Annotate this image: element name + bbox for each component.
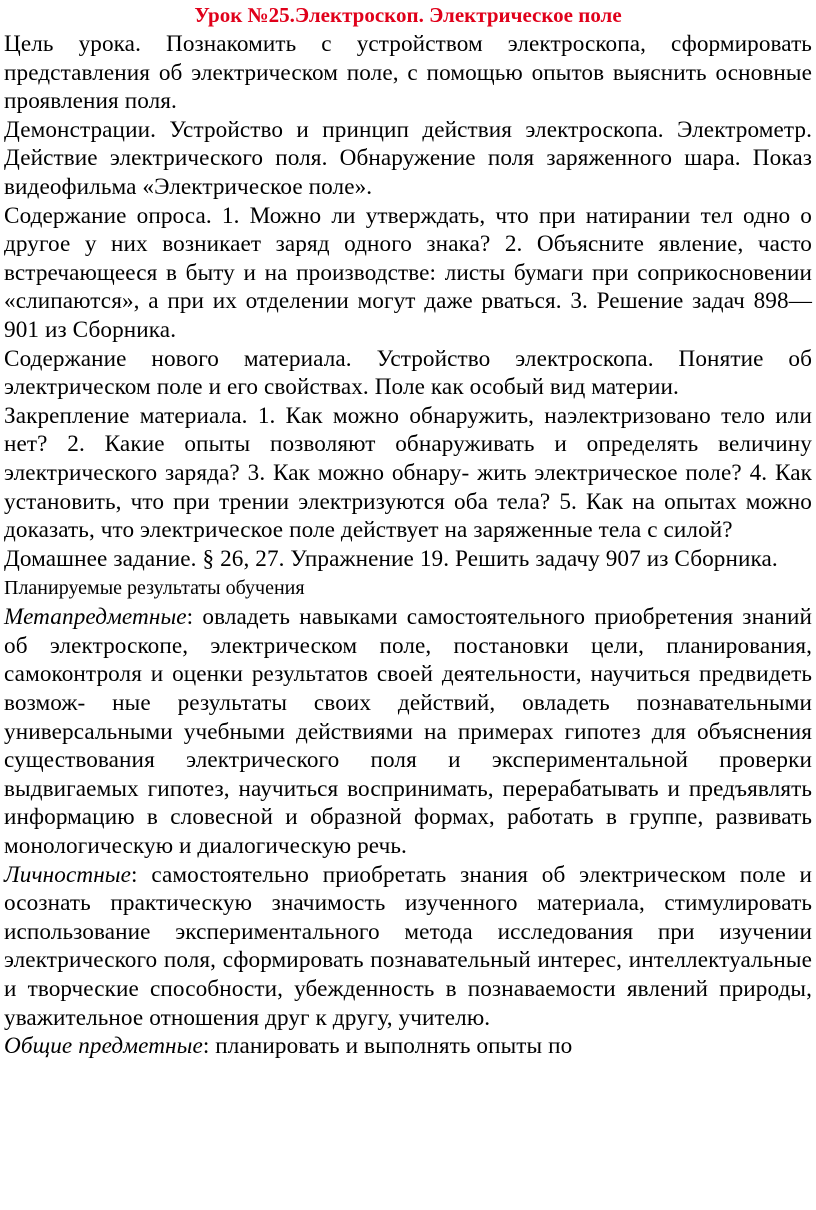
survey-text: 1. Можно ли утверждать, что при натирании тел одно о другое у них возникает заряд одного знака? 2. Объясните явление, часто встречающееся в быту и на производстве: листы бумаги при соприкосновении «слипаются», а при их отделении могут даже рваться. 3. Решение задач 898—901 из Сборника. [4, 202, 812, 343]
lesson-goal-text: Познакомить с устройством электроскопа, сформировать представления об электрическом поле, с помощью опытов выяснить основные проявления поля. [4, 31, 812, 115]
subject-results-paragraph [4, 1032, 812, 1061]
lesson-goal-paragraph [4, 30, 812, 116]
subject-label: Общие предметные [4, 1033, 203, 1060]
lesson-goal-label: Цель урока. [4, 31, 141, 57]
survey-paragraph [4, 202, 812, 345]
homework-label: Домашнее задание. [4, 545, 197, 572]
metasubject-text: : овладеть навыками самостоятельного приобретения знаний об электроскопе, электрическом поле, постановки цели, планирования, самоконтроля и оценки результатов своей деятельности, научиться предвидеть возмож- ные результаты своих действий, овладеть познавательными универсальными учебными действиями на примерах гипотез для объяснения существования электрического поля и экспериментальной проверки выдвигаемых гипотез, научиться воспринимать, перерабатывать и предъявлять информацию в словесной и образной формах, работать в группе, развивать монологическую и диалогическую речь. [4, 604, 812, 860]
metasubject-results-paragraph [4, 603, 812, 860]
homework-paragraph [4, 545, 812, 574]
consolidation-label: Закрепление материала. [4, 402, 248, 429]
new-material-label: Содержание нового материала. [4, 345, 352, 372]
demonstrations-paragraph [4, 116, 812, 202]
metasubject-label: Метапредметные [4, 604, 187, 631]
new-material-text: Устройство электроскопа. Понятие об электрическом поле и его свойствах. Поле как особый вид материи. [4, 345, 812, 401]
personal-results-paragraph [4, 861, 812, 1033]
document-page [4, 0, 812, 1061]
demonstrations-label: Демонстрации. [4, 116, 156, 143]
homework-text: § 26, 27. Упражнение 19. Решить задачу 907 из Сборника. [196, 545, 778, 572]
consolidation-paragraph [4, 402, 812, 545]
survey-label: Содержание опроса. [4, 202, 212, 229]
personal-label: Личностные [4, 861, 131, 888]
subject-text: : планировать и выполнять опыты по [202, 1033, 573, 1060]
personal-text: : самостоятельно приобретать знания об электрическом поле и осознать практическую значимость изученного материала, стимулировать использование экспериментального метода исследования при изучении электрического поля, сформировать познавательный интерес, интеллектуальные и творческие способности, убежденность в познаваемости явлений природы, уважительное отношения друг к другу, учителю. [4, 861, 812, 1031]
demonstrations-text: Устройство и принцип действия электроскопа. Электрометр. Действие электрического поля. Обнаружение поля заряженного шара. Показ видеофильма «Электрическое поле». [4, 116, 812, 200]
new-material-paragraph [4, 345, 812, 402]
planned-results-heading: Планируемые результаты обучения [4, 577, 305, 600]
consolidation-text: 1. Как можно обнаружить, наэлектризовано тело или нет? 2. Какие опыты позволяют обнаруживать и определять величину электрического заряда? 3. Как можно обнару- жить электрическое поле? 4. Как установить, что при трении электризуются оба тела? 5. Как на опытах можно доказать, что электрическое поле действует на заряженные тела с силой? [4, 402, 812, 544]
lesson-title: Урок №25.Электроскоп. Электрическое поле [194, 3, 622, 27]
